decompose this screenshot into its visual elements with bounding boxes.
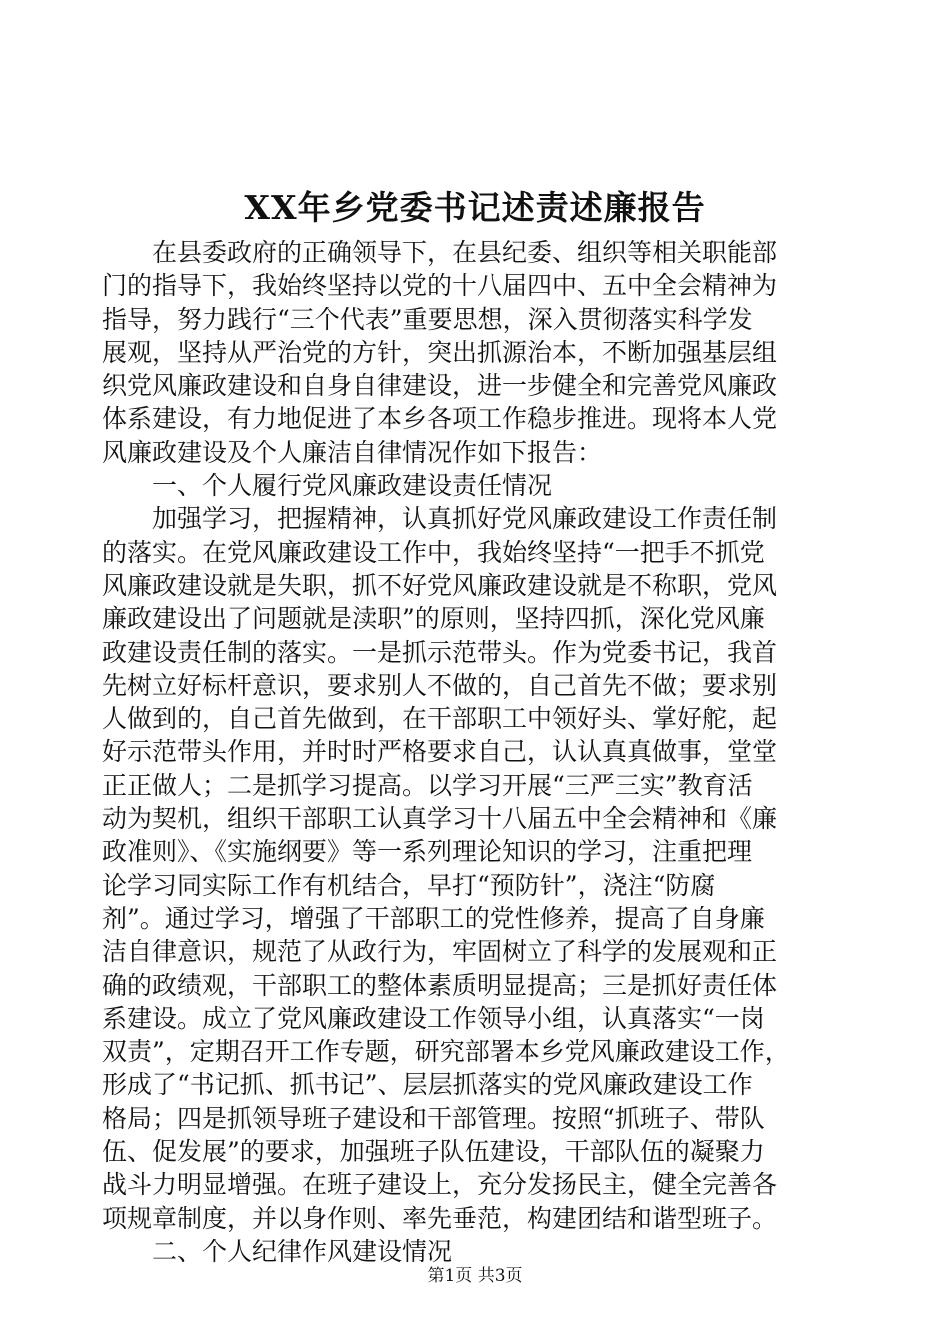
body-line: 先树立好标杆意识，要求别人不做的，自己首先不做；要求别 [102,670,778,700]
body-line: 系建设。成立了党风廉政建设工作领导小组，认真落实“一岗 [102,1003,765,1033]
body-line: 的落实。在党风廉政建设工作中，我始终坚持“一把手不抓党 [102,537,765,567]
body-line: 门的指导下，我始终坚持以党的十八届四中、五中全会精神为 [102,271,778,301]
document-body [102,236,842,1268]
body-line: 形成了“书记抓、抓书记”、层层抓落实的党风廉政建设工作 [102,1070,753,1100]
body-line: 指导，努力践行“三个代表”重要思想，深入贯彻落实科学发 [102,304,753,334]
body-line: 体系建设，有力地促进了本乡各项工作稳步推进。现将本人党 [102,404,778,434]
body-line: 在县委政府的正确领导下，在县纪委、组织等相关职能部 [102,238,778,267]
body-line: 政建设责任制的落实。一是抓示范带头。作为党委书记，我首 [102,637,778,667]
body-line: 廉政建设出了问题就是渎职”的原则，坚持四抓，深化党风廉 [102,604,765,634]
body-line: 动为契机，组织干部职工认真学习十八届五中全会精神和《廉 [102,804,778,834]
body-line: 洁自律意识，规范了从政行为，牢固树立了科学的发展观和正 [102,937,778,967]
body-line: 风廉政建设及个人廉洁自律情况作如下报告： [102,437,603,467]
body-line: 加强学习，把握精神，认真抓好党风廉政建设工作责任制 [102,504,778,534]
document-title: XX年乡党委书记述责述廉报告 [244,188,706,227]
body-line: 人做到的，自己首先做到，在干部职工中领好头、掌好舵，起 [102,704,778,734]
body-line: 战斗力明显增强。在班子建设上，充分发扬民主，健全完善各 [102,1170,778,1200]
page-footer: 第1页 共3页 [427,1266,523,1286]
body-line: 织党风廉政建设和自身自律建设，进一步健全和完善党风廉政 [102,371,778,401]
body-line: 论学习同实际工作有机结合，早打“预防针”，浇注“防腐 [102,870,716,900]
body-line: 二、个人纪律作风建设情况 [102,1236,453,1266]
body-line: 剂”。通过学习，增强了干部职工的党性修养，提高了自身廉 [102,903,765,933]
body-line: 伍、促发展”的要求，加强班子队伍建设，干部队伍的凝聚力 [102,1137,765,1167]
body-line: 确的政绩观，干部职工的整体素质明显提高；三是抓好责任体 [102,970,778,1000]
body-line: 展观，坚持从严治党的方针，突出抓源治本，不断加强基层组 [102,337,778,367]
body-line: 格局；四是抓领导班子建设和干部管理。按照“抓班子、带队 [102,1103,765,1133]
body-line: 项规章制度，并以身作则、率先垂范，构建团结和谐型班子。 [102,1203,778,1233]
body-line: 政准则》、《实施纲要》等一系列理论知识的学习，注重把理 [102,837,753,867]
body-line: 正正做人；二是抓学习提高。以学习开展“三严三实”教育活 [102,770,753,800]
body-line: 好示范带头作用，并时时严格要求自己，认认真真做事，堂堂 [102,737,778,767]
body-line: 一、个人履行党风廉政建设责任情况 [102,471,553,501]
body-line: 双责”，定期召开工作专题，研究部署本乡党风廉政建设工作， [102,1037,790,1067]
body-line: 风廉政建设就是失职，抓不好党风廉政建设就是不称职，党风 [102,570,778,600]
